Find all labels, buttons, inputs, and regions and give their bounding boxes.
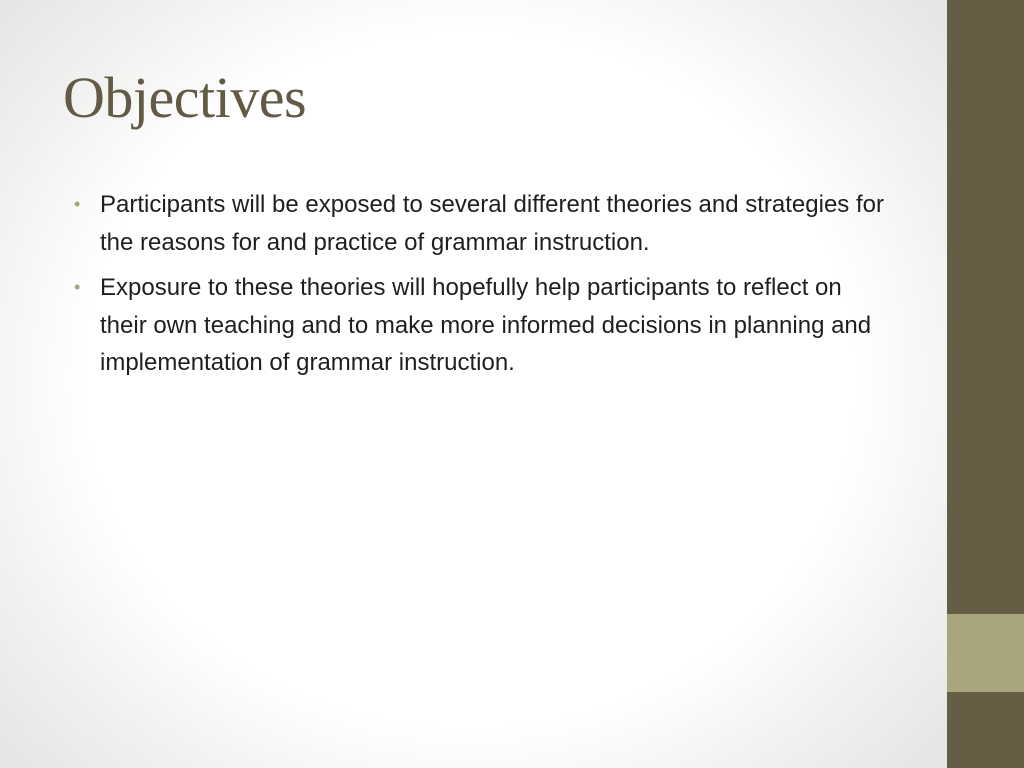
decorative-side-bar bbox=[947, 0, 1024, 768]
bullet-dot-icon: • bbox=[74, 194, 81, 214]
bullet-text: Participants will be exposed to several different theories and strategies for the reasons for and practice of grammar instruction. bbox=[100, 191, 884, 256]
bullet-item bbox=[74, 186, 894, 261]
bullet-item bbox=[74, 269, 894, 382]
side-bar-dark-top bbox=[947, 0, 1024, 614]
bullet-dot-icon: • bbox=[74, 277, 81, 297]
slide-title: Objectives bbox=[63, 65, 307, 130]
side-bar-light-accent bbox=[947, 614, 1024, 692]
bullet-list bbox=[74, 186, 894, 390]
bullet-text: Exposure to these theories will hopefully help participants to reflect on their own teaching and to make more informed decisions in planning and implementation of grammar instruction. bbox=[100, 274, 872, 376]
side-bar-dark-bottom bbox=[947, 692, 1024, 768]
